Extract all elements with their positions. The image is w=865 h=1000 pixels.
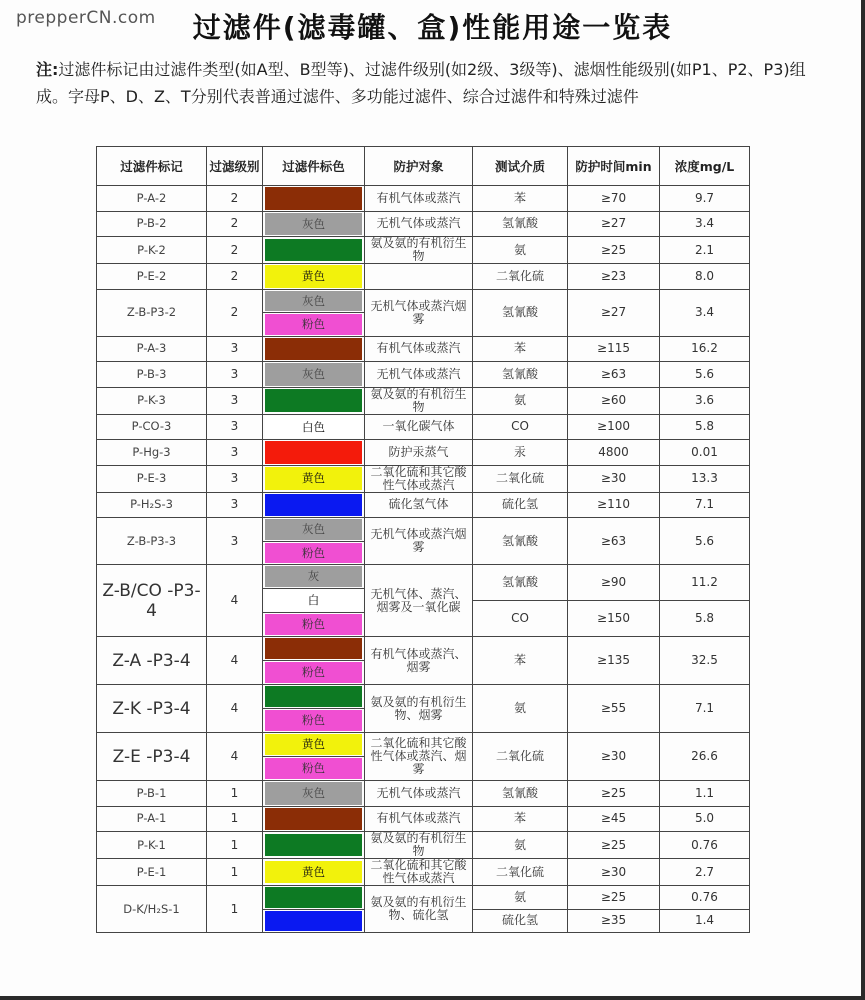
test-medium-cell: 氨 [473,387,568,414]
table-row [97,733,750,757]
gray-color-swatch: 灰色 [265,213,362,236]
table-row [97,237,750,264]
protection-time-cell: ≥23 [568,264,660,290]
concentration-cell: 5.8 [660,414,750,440]
page-title: 过滤件(滤毒罐、盒)性能用途一览表 [192,11,673,44]
filter-mark-cell: Z-A -P3-4 [97,637,207,685]
concentration-cell: 13.3 [660,465,750,492]
green-color-swatch [265,239,362,262]
header-filter-level: 过滤级别 [207,147,263,186]
protection-target-cell: 二氧化硫和其它酸性气体或蒸汽、烟雾 [365,733,473,781]
concentration-cell: 9.7 [660,186,750,212]
pink-color-swatch: 粉色 [265,710,362,731]
header-protection-target: 防护对象 [365,147,473,186]
protection-target-cell: 无机气体或蒸汽 [365,211,473,237]
protection-target-cell: 防护汞蒸气 [365,440,473,466]
test-medium-cell: CO [473,601,568,637]
protection-target-cell [365,264,473,290]
filter-level-cell: 3 [207,336,263,362]
filter-color-cell [263,541,365,565]
filter-level-cell: 2 [207,186,263,212]
table-row [97,289,750,313]
filter-level-cell: 3 [207,440,263,466]
protection-time-cell: ≥25 [568,237,660,264]
brown-color-swatch [265,638,362,659]
concentration-cell: 3.4 [660,289,750,336]
filter-level-cell: 4 [207,685,263,733]
protection-time-cell: ≥63 [568,518,660,565]
filter-level-cell: 1 [207,806,263,832]
protection-target-cell: 无机气体或蒸汽烟雾 [365,518,473,565]
concentration-cell: 2.7 [660,859,750,886]
test-medium-cell: 硫化氢 [473,492,568,518]
filter-level-cell: 3 [207,465,263,492]
filter-level-cell: 3 [207,492,263,518]
filter-color-cell [263,387,365,414]
bottom-edge-bar [0,996,865,1000]
blue-color-swatch [265,911,362,932]
filter-level-cell: 4 [207,733,263,781]
protection-time-cell: ≥30 [568,465,660,492]
filter-color-cell [263,237,365,264]
protection-target-cell: 二氧化硫和其它酸性气体或蒸汽 [365,859,473,886]
protection-target-cell: 有机气体或蒸汽、烟雾 [365,637,473,685]
protection-target-cell: 二氧化硫和其它酸性气体或蒸汽 [365,465,473,492]
filter-color-cell [263,661,365,685]
concentration-cell: 5.6 [660,518,750,565]
concentration-cell: 1.4 [660,909,750,933]
filter-level-cell: 1 [207,859,263,886]
table-row [97,806,750,832]
protection-target-cell: 氨及氨的有机衍生物、烟雾 [365,685,473,733]
test-medium-cell: 氢氰酸 [473,362,568,388]
pink-color-swatch: 粉色 [265,543,362,564]
red-color-swatch [265,441,362,464]
protection-time-cell: ≥25 [568,832,660,859]
protection-time-cell: ≥135 [568,637,660,685]
filter-color-cell [263,186,365,212]
table-row [97,186,750,212]
protection-time-cell: ≥25 [568,781,660,807]
concentration-cell: 3.6 [660,387,750,414]
table-row [97,465,750,492]
table-row [97,264,750,290]
test-medium-cell: 苯 [473,637,568,685]
header-filter-color: 过滤件标色 [263,147,365,186]
protection-target-cell: 有机气体或蒸汽 [365,186,473,212]
protection-target-cell: 氨及氨的有机衍生物 [365,832,473,859]
gray-color-swatch: 灰 [265,566,362,587]
concentration-cell: 2.1 [660,237,750,264]
note-paragraph [36,56,836,110]
filter-color-cell [263,336,365,362]
test-medium-cell: 氢氰酸 [473,565,568,601]
filter-level-cell: 1 [207,832,263,859]
filter-mark-cell: P-A-1 [97,806,207,832]
protection-time-cell: ≥35 [568,909,660,933]
test-medium-cell: 硫化氢 [473,909,568,933]
test-medium-cell: 二氧化硫 [473,465,568,492]
filter-level-cell: 2 [207,264,263,290]
brown-color-swatch [265,338,362,361]
filter-color-cell [263,465,365,492]
test-medium-cell: 氨 [473,886,568,910]
concentration-cell: 1.1 [660,781,750,807]
filter-color-cell [263,757,365,781]
white-color-swatch: 白 [265,590,362,611]
watermark-text: prepperCN.com [16,8,156,28]
filter-mark-cell: P-E-3 [97,465,207,492]
table-row [97,387,750,414]
green-color-swatch [265,887,362,908]
concentration-cell: 5.0 [660,806,750,832]
gray-color-swatch: 灰色 [265,782,362,805]
filter-level-cell: 1 [207,781,263,807]
protection-target-cell: 无机气体、蒸汽、烟雾及一氧化碳 [365,565,473,637]
filter-mark-cell: Z-K -P3-4 [97,685,207,733]
test-medium-cell: 氢氰酸 [473,211,568,237]
pink-color-swatch: 粉色 [265,758,362,779]
filter-level-cell: 2 [207,289,263,336]
filter-level-cell: 3 [207,362,263,388]
filter-mark-cell: P-E-1 [97,859,207,886]
concentration-cell: 32.5 [660,637,750,685]
filter-level-cell: 3 [207,387,263,414]
filter-mark-cell: Z-B/CO -P3-4 [97,565,207,637]
note-text: 过滤件标记由过滤件类型(如A型、B型等)、过滤件级别(如2级、3级等)、滤烟性能级别(如P1、P2、P3)组成。字母P、D、Z、T分别代表普通过滤件、多功能过滤件、综合过滤件和特殊过滤件 [36,60,806,106]
filter-mark-cell: P-A-3 [97,336,207,362]
protection-target-cell: 无机气体或蒸汽 [365,362,473,388]
concentration-cell: 7.1 [660,492,750,518]
filter-mark-cell: D-K/H₂S-1 [97,886,207,933]
concentration-cell: 26.6 [660,733,750,781]
filter-color-cell [263,518,365,542]
test-medium-cell: 苯 [473,186,568,212]
filter-color-cell [263,492,365,518]
protection-target-cell: 硫化氢气体 [365,492,473,518]
filter-mark-cell: P-E-2 [97,264,207,290]
brown-color-swatch [265,187,362,210]
filter-color-cell [263,806,365,832]
concentration-cell: 0.76 [660,832,750,859]
green-color-swatch [265,686,362,707]
table-row [97,565,750,577]
green-color-swatch [265,834,362,857]
table-row [97,211,750,237]
protection-time-cell: ≥45 [568,806,660,832]
protection-target-cell: 一氧化碳气体 [365,414,473,440]
filter-level-cell: 1 [207,886,263,933]
filter-color-cell [263,685,365,709]
protection-time-cell: ≥27 [568,211,660,237]
concentration-cell: 16.2 [660,336,750,362]
protection-target-cell: 氨及氨的有机衍生物、硫化氢 [365,886,473,933]
test-medium-cell: 氨 [473,832,568,859]
filter-color-cell [263,886,365,910]
filter-color-cell [263,414,365,440]
table-row [97,440,750,466]
filter-level-cell: 4 [207,637,263,685]
test-medium-cell: 氨 [473,685,568,733]
filter-level-cell: 2 [207,211,263,237]
filter-color-cell [263,637,365,661]
test-medium-cell: 苯 [473,806,568,832]
protection-time-cell: ≥115 [568,336,660,362]
protection-time-cell: ≥100 [568,414,660,440]
filter-mark-cell: P-K-1 [97,832,207,859]
protection-target-cell: 氨及氨的有机衍生物 [365,387,473,414]
test-medium-cell: 二氧化硫 [473,859,568,886]
protection-time-cell: ≥60 [568,387,660,414]
filter-mark-cell: Z-B-P3-2 [97,289,207,336]
concentration-cell: 5.8 [660,601,750,637]
pink-color-swatch: 粉色 [265,614,362,635]
header-concentration: 浓度mg/L [660,147,750,186]
test-medium-cell: 汞 [473,440,568,466]
protection-time-cell: ≥150 [568,601,660,637]
protection-time-cell: ≥25 [568,886,660,910]
filter-level-cell: 4 [207,565,263,637]
protection-time-cell: ≥110 [568,492,660,518]
filter-color-cell [263,313,365,337]
white-color-swatch: 白色 [265,416,362,439]
filter-performance-table [96,146,750,933]
test-medium-cell: 氨 [473,237,568,264]
test-medium-cell: 氢氰酸 [473,289,568,336]
table-body [97,186,750,933]
filter-color-cell [263,709,365,733]
filter-level-cell: 2 [207,237,263,264]
table-row [97,832,750,859]
concentration-cell: 8.0 [660,264,750,290]
protection-target-cell: 氨及氨的有机衍生物 [365,237,473,264]
filter-color-cell [263,264,365,290]
table-row [97,781,750,807]
protection-target-cell: 有机气体或蒸汽 [365,336,473,362]
concentration-cell: 7.1 [660,685,750,733]
header-test-medium: 测试介质 [473,147,568,186]
brown-color-swatch [265,808,362,831]
gray-color-swatch: 灰色 [265,291,362,312]
protection-time-cell: ≥30 [568,859,660,886]
test-medium-cell: 二氧化硫 [473,733,568,781]
filter-color-cell [263,440,365,466]
filter-color-cell [263,832,365,859]
table-row [97,685,750,709]
filter-color-cell [263,289,365,313]
concentration-cell: 11.2 [660,565,750,601]
table-row [97,518,750,542]
filter-mark-cell: P-K-3 [97,387,207,414]
right-edge-bar [861,0,865,1000]
table-row [97,859,750,886]
filter-level-cell: 3 [207,414,263,440]
protection-time-cell: ≥63 [568,362,660,388]
concentration-cell: 3.4 [660,211,750,237]
yellow-color-swatch: 黄色 [265,861,362,884]
pink-color-swatch: 粉色 [265,314,362,335]
filter-mark-cell: P-B-3 [97,362,207,388]
protection-target-cell: 无机气体或蒸汽 [365,781,473,807]
filter-color-cell [263,859,365,886]
filter-mark-cell: P-B-1 [97,781,207,807]
filter-color-cell [263,781,365,807]
header-protection-time: 防护时间min [568,147,660,186]
header-filter-mark: 过滤件标记 [97,147,207,186]
filter-level-cell: 3 [207,518,263,565]
protection-target-cell: 无机气体或蒸汽烟雾 [365,289,473,336]
green-color-swatch [265,389,362,412]
yellow-color-swatch: 黄色 [265,265,362,288]
filter-color-cell [263,565,365,589]
filter-color-cell [263,733,365,757]
protection-time-cell: ≥30 [568,733,660,781]
concentration-cell: 0.01 [660,440,750,466]
filter-color-cell [263,211,365,237]
concentration-cell: 5.6 [660,362,750,388]
protection-time-cell: ≥90 [568,565,660,601]
filter-mark-cell: P-Hg-3 [97,440,207,466]
filter-mark-cell: Z-E -P3-4 [97,733,207,781]
test-medium-cell: 氢氰酸 [473,518,568,565]
filter-color-cell [263,613,365,637]
protection-target-cell: 有机气体或蒸汽 [365,806,473,832]
protection-time-cell: ≥55 [568,685,660,733]
filter-mark-cell: P-CO-3 [97,414,207,440]
table-row [97,336,750,362]
protection-time-cell: 4800 [568,440,660,466]
test-medium-cell: CO [473,414,568,440]
protection-time-cell: ≥27 [568,289,660,336]
note-label: 注: [36,60,59,79]
table-row [97,886,750,910]
concentration-cell: 0.76 [660,886,750,910]
gray-color-swatch: 灰色 [265,519,362,540]
yellow-color-swatch: 黄色 [265,467,362,490]
filter-color-cell [263,589,365,613]
protection-time-cell: ≥70 [568,186,660,212]
table-row [97,637,750,661]
table-row [97,492,750,518]
test-medium-cell: 氢氰酸 [473,781,568,807]
filter-mark-cell: P-H₂S-3 [97,492,207,518]
test-medium-cell: 二氧化硫 [473,264,568,290]
filter-color-cell [263,362,365,388]
filter-mark-cell: P-K-2 [97,237,207,264]
filter-mark-cell: Z-B-P3-3 [97,518,207,565]
pink-color-swatch: 粉色 [265,662,362,683]
table-header-row [97,147,750,186]
filter-mark-cell: P-B-2 [97,211,207,237]
yellow-color-swatch: 黄色 [265,734,362,755]
test-medium-cell: 苯 [473,336,568,362]
filter-mark-cell: P-A-2 [97,186,207,212]
blue-color-swatch [265,494,362,517]
filter-color-cell [263,909,365,933]
gray-color-swatch: 灰色 [265,363,362,386]
table-row [97,414,750,440]
table-row [97,362,750,388]
